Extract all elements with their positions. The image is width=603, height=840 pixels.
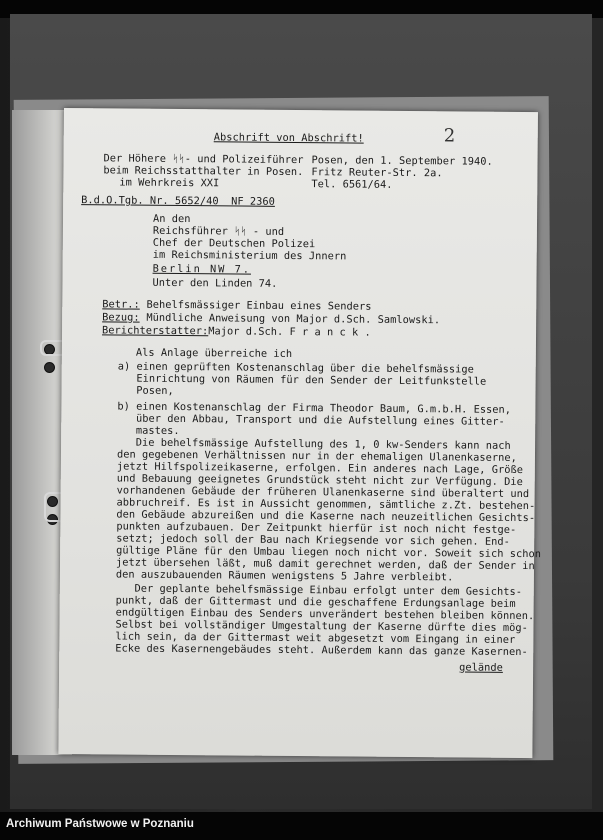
- reference-number: B.d.O.Tgb. Nr. 5652/40 NF 2360: [81, 194, 275, 208]
- body-line: Als Anlage überreiche ich: [135, 346, 293, 360]
- body-line: und Bebauung geeignetes Grundstück steht nicht zur Verfügung. Die: [116, 472, 524, 489]
- addressee-line: Chef der Deutschen Polizei: [152, 236, 316, 251]
- addressee-city: Berlin NW 7.: [152, 262, 252, 276]
- body-line: über den Abbau, Transport und die Aufstellung eines Gitter-: [117, 412, 505, 428]
- reference-label: Bezug:: [102, 311, 140, 324]
- place-date: Posen, den 1. September 1940.: [311, 154, 493, 168]
- folio-number: 2: [443, 125, 456, 147]
- punch-hole: [44, 362, 55, 373]
- body-line: abbruchreif. Es ist in Aussicht genommen, sämtliche z.Zt. bestehen-: [116, 496, 536, 513]
- body-line: jetzt übersehen läßt, muß damit gerechnet werden, daß der Sender in: [115, 556, 535, 573]
- street-address: Fritz Reuter-Str. 2a.: [311, 166, 443, 180]
- body-line: Ecke des Kasernengebäudes steht. Außerdem kann das ganze Kasernen-: [115, 642, 528, 659]
- body-line: lich sein, da der Gittermast weit abgesetzt vom Eingang in einer: [115, 630, 516, 646]
- archive-footer: [0, 812, 603, 840]
- body-line: jetzt Hilfspolizeikaserne, erfolgen. Ein anderes nach Lage, Größe: [116, 460, 524, 477]
- reference-value: Mündliche Anweisung von Major d.Sch. Samlowski.: [140, 311, 441, 327]
- body-line: endgültigen Einbau des Senders unverändert bestehen bleiben können.: [115, 606, 535, 623]
- reporter-label: Berichterstatter:: [102, 324, 209, 338]
- body-line: a) einen geprüften Kostenanschlag über die behelfsmässige: [117, 360, 475, 376]
- body-line: vorhandenen Gebäude der früheren Ulanenkaserne sind überaltert und: [116, 484, 530, 501]
- telephone: Tel. 6561/64.: [311, 178, 393, 191]
- document-page: [58, 108, 542, 758]
- addressee-street: Unter den Linden 74.: [152, 276, 278, 290]
- subject-label: Betr.:: [102, 298, 140, 311]
- document-heading: Abschrift von Abschrift!: [213, 131, 364, 145]
- body-line: punkt, daß der Gittermast und die geschaffene Erdungsanlage beim: [115, 594, 516, 610]
- sender-line: Der Höhere ᛋᛋ- und Polizeiführer: [103, 152, 304, 167]
- sender-line: im Wehrkreis XXI: [119, 176, 220, 190]
- body-line: mastes.: [117, 424, 180, 438]
- body-line: gültige Pläne für den Umbau liegen noch nicht vor. Soweit sich schon: [116, 544, 542, 561]
- subject-value: Behelfsmässiger Einbau eines Senders: [140, 298, 372, 313]
- reporter-value: Major d.Sch. F r a n c k .: [202, 325, 371, 339]
- body-line: setzt; jedoch soll der Bau nach Kriegsende vor sich gehen. End-: [116, 532, 510, 548]
- body-line: den auszubauenden Räumen wenigstens 5 Jahre verbleibt.: [115, 568, 454, 584]
- archive-label: Archiwum Państwowe w Poznaniu: [6, 818, 194, 830]
- body-line: Selbst bei vollständiger Umgestaltung der Kaserne dürfte dies mög-: [115, 618, 528, 635]
- body-line: b) einen Kostenanschlag der Firma Theodor Baum, G.m.b.H. Essen,: [117, 400, 512, 416]
- addressee-line: An den: [152, 212, 191, 226]
- catchword: gelände: [459, 661, 503, 674]
- body-line: den gegebenen Verhältnissen nur in der ehemaligen Ulanenkaserne,: [116, 448, 517, 464]
- body-line: punkten aufzubauen. Der Zeitpunkt hierfür ist noch nicht festge-: [116, 520, 517, 536]
- addressee-line: im Reichsministerium des Jnnern: [152, 248, 347, 263]
- sender-line: beim Reichsstatthalter in Posen.: [103, 164, 304, 179]
- body-line: Der geplante behelfsmässige Einbau erfolgt unter dem Gesichts-: [115, 582, 523, 599]
- addressee-line: Reichsführer ᛋᛋ - und: [152, 224, 285, 238]
- body-line: Posen,: [117, 384, 174, 397]
- body-line: Die behelfsmässige Aufstellung des 1, 0 kw-Senders kann nach: [117, 436, 511, 452]
- body-line: den Gebäude abzureißen und die Kaserne nach neuzeitlichen Gesichts-: [116, 508, 536, 525]
- body-line: Einrichtung von Räumen für den Sender der Leitfunkstelle: [117, 372, 487, 388]
